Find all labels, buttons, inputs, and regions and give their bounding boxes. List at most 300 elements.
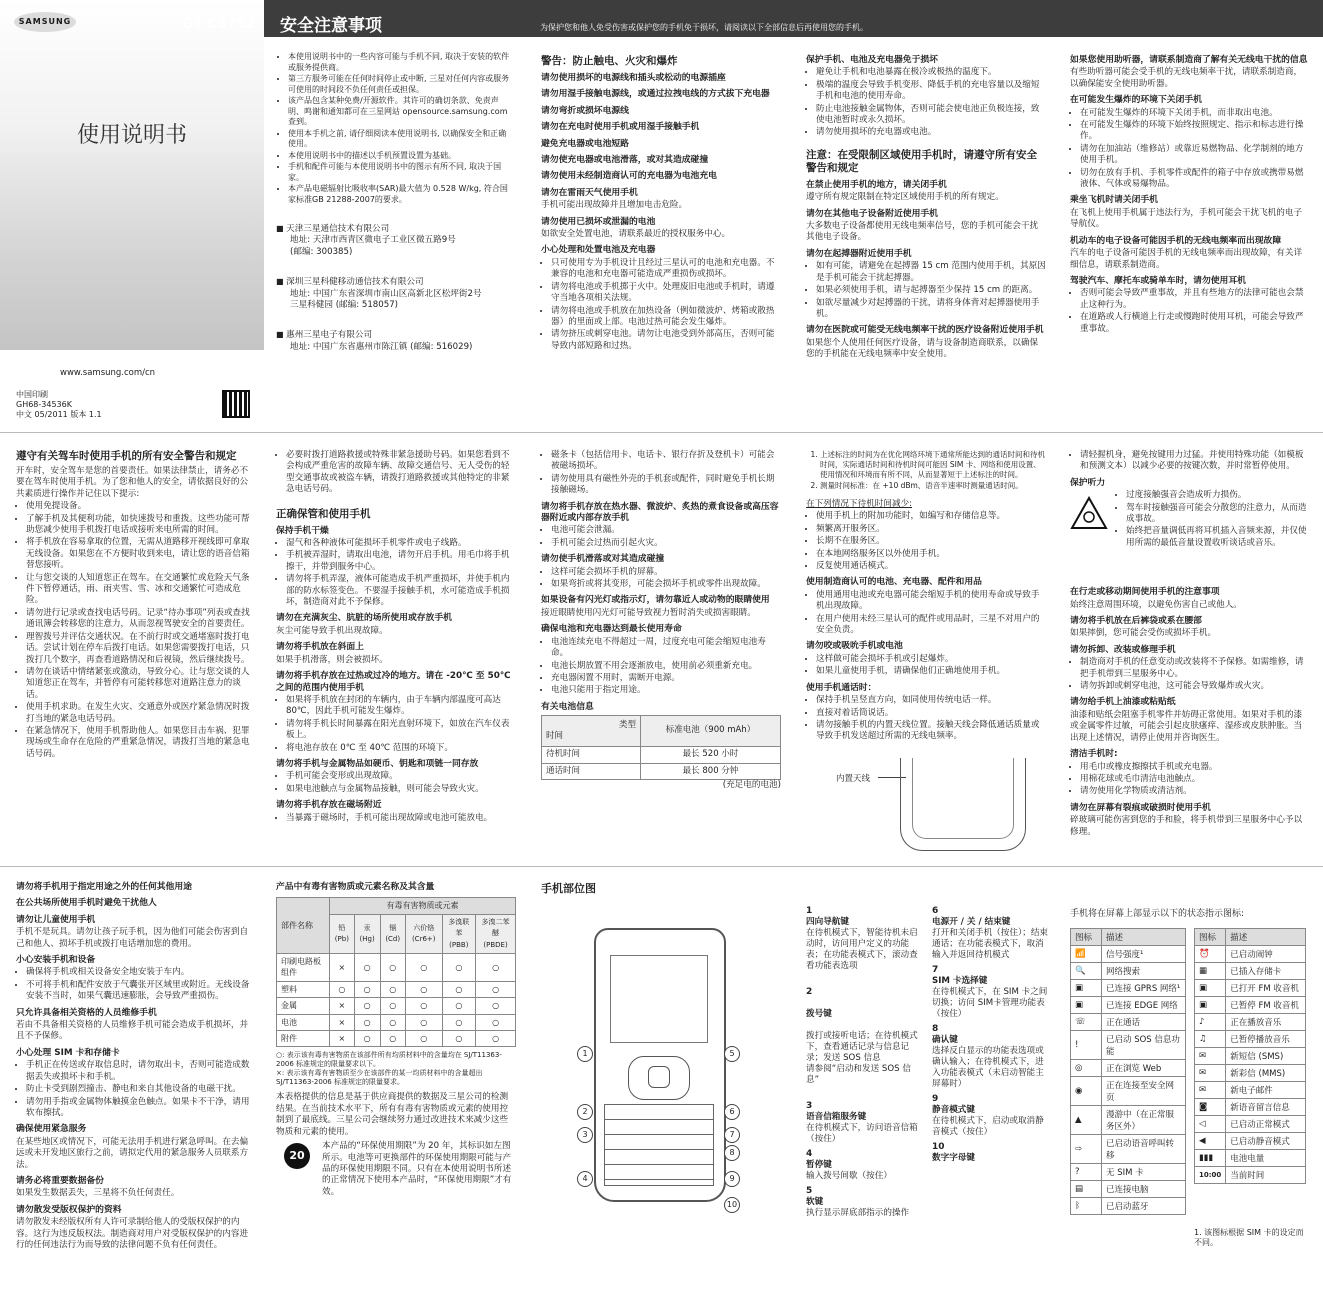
cover-panel [0,0,264,350]
paragraph: 始终注意周围环境，以避免伤害自己或他人。 [1070,599,1242,610]
list-item: • 确保将手机或相关设备安全地安装于车内。 [26,967,252,978]
list-item: • 避免让手机和电池暴露在极冷或极热的温度下。 [816,67,1046,78]
list-item: • 手机和配件可能与本使用说明书中的图示有所不同, 取决于国家。 [288,162,514,183]
table-cell: 信号强度¹ [1102,946,1186,963]
table-row [542,747,781,763]
callout-4: 4 [577,1171,593,1187]
list-item: • 请勿接触手机的内置天线位置。接触天线会降低通话质量或导致手机发送超过所需的无线电频率。 [816,720,1046,743]
table-header-cell: 镉 (Cd) [380,914,405,953]
driving-column [16,450,252,761]
section-title: 正确保管和使用手机 [276,507,371,520]
list-item: • 本使用说明书中的描述以手机预置设置为基础。 [288,151,514,162]
callout-6: 6 [724,1104,740,1120]
list-item: • 该产品包含某种免费/开源软件。其许可的确切条款、免责声明、鸣谢和通知都可在三星网站 opensource.samsung.com 查到。 [288,96,514,128]
heading: 请勿拆卸、改装或修理手机 [1070,644,1176,655]
table-header-cell [542,716,641,747]
table-cell: 正在浏览 Web [1102,1060,1186,1077]
paragraph: 遵守所有规定限制在特定区域使用手机的所有规定。 [806,192,1004,203]
key-item [806,1149,918,1182]
usage-column [16,882,252,1252]
heading: 请勿咬或吸吮手机或电池 [806,641,903,652]
table-row [1071,1014,1186,1031]
table-row [1195,980,1306,997]
normal-mode-icon: ◁ [1195,1116,1226,1133]
call-icon: ☏ [1071,1014,1102,1031]
table-row [1195,1082,1306,1099]
table-cell: ○ [405,998,442,1014]
list-item: • 磁条卡（包括信用卡、电话卡、银行存折及登机卡）可能会被磁场损坏。 [551,450,781,473]
callout-7: 7 [724,1127,740,1143]
eco-block [276,1141,516,1198]
table-row [1195,1065,1306,1082]
table-row [1195,1133,1306,1150]
list-item: • 否则可能会导致严重事故，并且有些地方的法律可能也会禁止这种行为。 [1080,288,1310,311]
list-item: • 让与您交谈的人知道您正在驾车。在交通繁忙或危险天气条件下暂停通话，雨、雨夹雪、雪、冰和交通繁忙可造成危险。 [26,573,252,607]
hearing-aid-column [1070,55,1310,336]
antenna-area-illustration [912,758,1014,839]
table-row [1195,1099,1306,1116]
table-cell: 当前时间 [1226,1167,1306,1184]
heading: 请务必将重要数据备份 [16,1175,104,1186]
table-row [277,898,516,914]
list-item: • 在紧急情况下，使用手机帮助他人。如果您目击车祸、犯罪现场或生命存在危险的严重紧急情况，请拨打当地的紧急电话号码。 [26,726,252,760]
table-note: (充足电的电池) [722,779,781,790]
row-divider [0,866,1323,867]
company-name: ■ 深圳三星科健移动通信技术有限公司 [276,277,424,288]
table-header-cell: 六价铬 (Cr6+) [405,914,442,953]
table-cell: ○ [380,1031,405,1047]
table-cell: ○ [442,998,476,1014]
heading: 保持手机干燥 [276,525,329,536]
list-item: • 如欲尽量减少对起搏器的干扰，请将身体背对起搏器使用手机。 [816,298,1046,321]
warning-triangle-icon [1070,496,1108,530]
paragraph: 开车时，安全驾车是您的首要责任。如果法律禁止，请务必不要在驾车时使用手机。为了您和他人的安全，请依据良好的公共素质进行操作并记住以下提示: [16,466,249,499]
hazard-table [276,897,516,1047]
heading: 有关电池信息 [541,701,594,712]
table-cell: ○ [380,981,405,997]
network-search-icon: 🔍 [1071,963,1102,980]
list-item: • 始终把音量调低再将耳机插入音频来源，并仅使用所需的最低音量设置收听谈话或音乐。 [1126,526,1314,549]
row-divider [0,432,1323,433]
list-item: • 如有可能，请避免在起搏器 15 cm 范围内使用手机，其原因是手机可能会干扰起搏器。 [816,261,1046,284]
bullet-list [1070,450,1310,473]
memory-card-icon: ▦ [1195,963,1226,980]
heading: 在禁止使用手机的地方，请关闭手机 [806,179,947,190]
table-row [1195,929,1306,946]
table-row [1071,963,1186,980]
company-zip: 三星科健园 (邮编: 518057) [290,300,399,311]
list-item: • 理智拨号并评估交通状况。在不前行时或交通堵塞时拨打电话。尝试计划在停车后拨打电话。如果您需要拨打电话，只拨打几个数字，再查看道路情况和后视镜，然后继续拨号。 [26,632,252,666]
list-item: • 使用手机上的附加功能时，如编写和存储信息等。 [816,511,1046,522]
heading: 请勿将手机存放在过热或过冷的地方。请在 -20℃ 至 50℃ 之间的范围内使用手机 [276,671,511,693]
list-item: • 湿气和各种液体可能损坏手机零件或电子线路。 [286,538,516,549]
list-item: • 保持手机呈竖直方向，如同使用传统电话一样。 [816,695,1046,706]
key-number: 9 [932,1094,939,1104]
list-item: • 用毛巾或橡皮擦擦拭手机或充电器。 [1080,762,1310,773]
silent-mode-icon: ◀ [1195,1133,1226,1150]
pc-icon: ▤ [1071,1181,1102,1198]
table-cell: ○ [476,954,516,982]
paragraph: 在某些地区或情况下，可能无法用手机进行紧急呼叫。在去偏远或未开发地区旅行之前，请拟定代用的紧急服务人员联系方法。 [16,1136,249,1170]
paragraph: 手机不是玩具。请勿让孩子玩手机，因为他们可能会伤害到自己和他人、损坏手机或拨打电话增加您的费用。 [16,927,249,949]
footnote: ○: 表示该有毒有害物质在该部件所有均质材料中的含量均在 SJ/T11363-2006 标准规定的限量要求以下。 [276,1051,502,1069]
bullet-list [16,967,252,1002]
footnote-list [806,450,1046,491]
heading: 保护手机、电池及充电器免于损坏 [806,55,938,65]
list-item: • 手机正在传送或存取信息时，请勿取出卡，否则可能造成数据丢失或损坏卡和手机。 [26,1060,252,1083]
paragraph: 若由不具备相关资格的人员维修手机可能会造成手机损坏，并且不予保修。 [16,1020,249,1042]
table-header-cell: 多溴联苯 (PBB) [442,914,476,953]
table-header-cell: 铅 (Pb) [330,914,355,953]
bullet-list [276,771,516,795]
company-name-text: 深圳三星科健移动通信技术有限公司 [286,277,424,288]
bullet-list [806,654,1046,678]
bullet-list [1070,108,1310,191]
table-cell: × [330,954,355,982]
table-cell: ○ [354,981,380,997]
paragraph: 如果手机滑落，则会被损坏。 [276,654,388,665]
restricted-column [806,55,1046,362]
key-title: 四向导航键 [806,917,849,927]
clock-icon: 10:00 [1195,1167,1226,1184]
key-number: 7 [932,965,939,975]
heading: 请勿在起搏器附近使用手机 [806,248,912,259]
paragraph: 大多数电子设备都使用无线电频率信号，您的手机可能会干扰其他电子设备。 [806,221,1039,243]
table-cell: 已暂停 FM 收音机 [1226,997,1306,1014]
heading: 请勿使充电器或电池滑落，或对其造成碰撞 [541,155,709,166]
list-item: • 制造商对手机的任意变动或改装将不予保修。如需维修，请把手机带到三星服务中心。 [1080,657,1310,680]
table-row [1071,980,1186,997]
heading: 请勿将手机与金属物品如硬币、钥匙和项链一同存放 [276,758,479,769]
bullet-list [806,590,1046,637]
heading: 请勿将手机用于指定用途之外的任何其他用途 [16,882,192,892]
company-name-text: 惠州三星电子有限公司 [286,330,373,341]
samsung-logo: SAMSUNG [14,12,76,32]
heading: 如果设备有闪光灯或指示灯，请勿靠近人或动物的眼睛使用 [541,595,770,606]
table-cell: 已启动蓝牙 [1102,1198,1186,1215]
secure-web-icon: ◉ [1071,1077,1102,1106]
bullet-list [1070,288,1310,335]
battery-table [541,715,781,780]
heading: 请勿使用损坏的电源线和插头或松动的电源插座 [541,73,726,83]
list-item: • 请勿用手指或金属物体触摸金色触点。如果卡不干净，请用软布擦拭。 [26,1097,252,1120]
heading: 使用制造商认可的电池、充电器、配件和用品 [806,577,982,588]
mms-icon: ✉ [1195,1065,1226,1082]
table-header-cell: 标准电池（900 mAh） [641,716,781,747]
heading: 请勿让儿童使用手机 [16,914,96,925]
callout-2: 2 [577,1104,593,1120]
warning-column [541,55,781,353]
footnote: ×: 表示该有毒有害物质至少在该部件的某一均质材料中的含量超出 SJ/T11363-2006 标准规定的限量要求。 [276,1069,483,1087]
list-item: • 电池连续充电不得超过一周，过度充电可能会缩短电池寿命。 [551,637,781,660]
key-desc: 在待机模式下，在 SIM 卡之间切换；访问 SIM卡管理功能表（按住） [932,987,1048,1019]
heading: 请勿在雷雨天气使用手机 [541,187,638,198]
key-item [932,1094,1050,1138]
icon-table-left [1070,928,1186,1215]
list-item: 1. 上述标注的时间为在优化网络环境下通常所能达到的通话时间和待机时间，实际通话时间和待机时间可能因 SIM 卡、网络和使用设置、使用情况和环境而有所不同，从而显著短于上述标注的时间。 [820,450,1046,480]
music-play-icon: ♪ [1195,1014,1226,1031]
table-cell: 正在通话 [1102,1014,1186,1031]
heading: 如果您使用助听器，请联系制造商了解有关无线电干扰的信息 [1070,55,1308,65]
table-cell: 待机时间 [542,747,641,763]
paragraph: 碎玻璃可能伤害到您的手和脸，将手机带到三星服务中心予以修理。 [1070,815,1303,837]
table-cell: 金属 [277,998,330,1014]
table-cell: 最长 800 分钟 [641,763,781,779]
table-cell: × [330,998,355,1014]
key-number: 10 [932,1142,945,1152]
heading: 小心安装手机和设备 [16,955,96,966]
table-cell: ○ [476,981,516,997]
list-item: • 充电器闲置不用时，需断开电源。 [551,673,781,684]
table-row [277,954,516,982]
signal-icon: 📶 [1071,946,1102,963]
table-row [277,998,516,1014]
bullet-list [276,538,516,608]
callout-10: 10 [724,1197,740,1213]
list-item: • 切勿在放有手机、手机零件或配件的箱子中存放或携带易燃液体、气体或易爆物品。 [1080,168,1310,191]
heading: 请勿使用未经制造商认可的充电器为电池充电 [541,171,717,182]
website: www.samsung.com/cn [60,368,156,378]
header-time: 时间 [546,731,564,742]
table-row [277,1031,516,1047]
key-descriptions-left [806,906,918,1219]
list-item: • 使用本手机之前, 请仔细阅读本使用说明书, 以确保安全和正确使用。 [288,129,514,150]
list-item: • 在用户使用未经三星认可的配件或用品时，三星不对用户的安全负责。 [816,614,1046,637]
bullet-list [1070,762,1310,798]
table-cell: ○ [380,954,405,982]
list-item: • 请勿使用化学物质或清洁剂。 [1080,786,1310,797]
paragraph: 如果您个人使用任何医疗设备，请与设备制造商联系，以确保您的手机能在无线电频率中安全使用。 [806,337,1039,360]
battery-column [541,450,781,791]
heading: 请勿在其他电子设备附近使用手机 [806,208,938,219]
bullet-list [541,525,781,549]
bluetooth-icon: ᛒ [1071,1198,1102,1215]
callout-5: 5 [724,1046,740,1062]
heading: 在行走或移动期间使用手机的注意事项 [1070,587,1220,598]
paragraph: 汽车的电子设备可能因手机的无线电频率而出现故障，有关详细信息，请联系制造商。 [1070,248,1303,270]
section-title: 警告：防止触电、火灾和爆炸 [541,55,678,67]
table-cell: 电池电量 [1226,1150,1306,1167]
paragraph: 如欲安全处置电池，请联系最近的授权服务中心。 [541,229,731,240]
cover-title: 使用说明书 [76,123,187,148]
list-item: • 频繁离开服务区。 [816,524,1046,535]
heading: 请勿散发受版权保护的资料 [16,1204,122,1215]
table-cell: ○ [405,1014,442,1030]
table-cell: × [330,1031,355,1047]
voicemail-icon: ◙ [1195,1099,1226,1116]
paragraph: 本产品的“环保使用期限”为 20 年，其标识如左图所示。电池等可更换部件的环保使用期限可能与产品的环保使用期限不同。只有在本使用说明书所述的正常情况下使用本产品时，“环保使用期限”才有效。 [322,1141,512,1197]
print-line: 中国印刷 [16,390,48,399]
table-cell: 已插入存储卡 [1226,963,1306,980]
paragraph: 有些助听器可能会受手机的无线电频率干扰，请联系制造商，以确保能安全使用助听器。 [1070,67,1303,89]
list-item: • 这样可能会损坏手机的屏幕。 [551,567,781,578]
web-icon: ◎ [1071,1060,1102,1077]
fm-radio-icon: ▣ [1195,980,1226,997]
key-title: 数字字母键 [932,1153,975,1163]
table-header-cell: 有毒有害物质或元素 [330,898,516,914]
company-item [276,223,514,258]
table-cell: ○ [380,1014,405,1030]
table-cell: ○ [405,981,442,997]
music-pause-icon: ♫ [1195,1031,1226,1048]
keypad-illustration [604,1104,714,1186]
bullet-list [806,67,1046,138]
table-cell: 电池 [277,1014,330,1030]
list-item: • 用棉花球或毛巾清洁电池触点。 [1080,774,1310,785]
table-cell: ○ [354,1031,380,1047]
list-item: • 请勿将电池或手机掷于火中。处理废旧电池或手机时，请遵守当地各项相关法规。 [551,282,781,305]
callout-9: 9 [724,1171,740,1187]
table-row [1071,1198,1186,1215]
heading: 在下列情况下待机时间减少: [806,499,913,509]
heading: 请勿用湿手接触电源线，或通过拉拽电线的方式拔下充电器 [541,89,770,100]
table-cell: ○ [354,1014,380,1030]
header-type: 类型 [618,719,636,730]
list-item: • 在可能发生爆炸的环境下关闭手机，而非取出电池。 [1080,108,1310,119]
paragraph: 如果发生数据丢失，三星将不负任何责任。 [16,1188,180,1199]
list-item: • 防止电池接触金属物体，否则可能会使电池正负极连接，致使电池暂时或永久损坏。 [816,104,1046,127]
no-sim-icon: ? [1071,1164,1102,1181]
table-cell: 已启动静音模式 [1226,1133,1306,1150]
table-row [1071,929,1186,946]
list-item: • 请勿将手机弄湿，液体可能造成手机严重损坏，并使手机内部的防水标签变色。不要湿手接触手机，水可能造成手机损坏，制造商对此不予保修。 [286,574,516,608]
list-item: • 如果将手机放在封闭的车辆内，由于车辆内部温度可高达 80℃，因此手机可能发生爆炸。 [286,695,516,718]
notes-column [276,52,514,353]
list-item: • 必要时拨打道路救援或特殊非紧急援助号码。如果您看到不会构成严重危害的故障车辆、故障交通信号、无人受伤的轻型交通事故或被盗车辆，请拨打道路救援或其他特定的非紧急电话号码。 [286,450,516,496]
list-item: • 过度接触强音会造成听力损伤。 [1126,490,1314,501]
alarm-icon: ⏰ [1195,946,1226,963]
hearing-column [1070,450,1310,839]
table-cell: 附件 [277,1031,330,1047]
table-row [1071,1181,1186,1198]
heading: 请勿将手机存放在热水器、微波炉、炙热的煮食设备或高压容器附近或内部存放手机 [541,501,779,524]
table-row [277,1014,516,1030]
company-item [276,276,514,311]
heading: 请勿在医院或可能受无线电频率干扰的医疗设备附近使用手机 [806,325,1044,336]
key-descriptions-right [932,906,1050,1164]
table-header-cell: 图标 [1195,929,1226,946]
list-item: • 在可能发生爆炸的环境下始终按照规定、指示和标志进行操作。 [1080,120,1310,143]
table-cell: 正在播放音乐 [1226,1014,1306,1031]
table-cell: 已连接电脑 [1102,1181,1186,1198]
heading: 请勿给手机上油漆或粘贴纸 [1070,697,1176,708]
list-item: • 将手机放在容易拿取的位置，无需从道路移开视线即可拿取无线设备。如果您在不方便时收到来电，请让您的语音信箱替您接听。 [26,537,252,571]
table-row [1071,1060,1186,1077]
key-desc: 输入拨号间歇（按住） [806,1171,892,1181]
heading: 保护听力 [1070,477,1106,488]
paragraph: 如果摔倒，您可能会受伤或损坏手机。 [1070,628,1217,639]
heading: 请勿将手机放在后裤袋或系在腰部 [1070,616,1202,627]
sos-icon: ! [1071,1031,1102,1060]
table-header-cell: 汞 (Hg) [354,914,380,953]
paragraph: 在飞机上使用手机属于违法行为，手机可能会干扰飞机的电子导航仪。 [1070,207,1303,230]
bullet-list [541,567,781,591]
table-row [1071,1031,1186,1060]
table-cell: ○ [330,981,355,997]
table-cell: 最长 520 小时 [641,747,781,763]
list-item: • 本产品电磁辐射比吸收率(SAR)最大值为 0.528 W/kg, 符合国家标准GB 21288-2007的要求。 [288,184,514,205]
heading: 请勿使用已损坏或泄漏的电池 [541,216,656,227]
key-title: 确认键 [932,1035,958,1045]
table-row [1071,1135,1186,1164]
table-row [1195,946,1306,963]
heading: 在公共场所使用手机时避免干扰他人 [16,898,157,909]
key-number: 2 [806,987,813,997]
phone-screen [610,955,708,1043]
list-item: • 请勿在谈话中情绪紧张或激动，导致分心。让与您交谈的人知道您正在驾车，并暂停有可能转移您对道路注意力的谈话。 [26,667,252,701]
heading: 产品中有毒有害物质或元素名称及其含量 [276,882,435,892]
list-item: • 电池只能用于指定用途。 [551,685,781,696]
table-cell: 已连接 GPRS 网络¹ [1102,980,1186,997]
list-item: • 请勿使用具有磁性外壳的手机套或配件，同时避免手机长期接触磁场。 [551,474,781,497]
list-item: • 如果电池触点与金属物品接触，则可能会导致火灾。 [286,784,516,795]
table-cell: 新语音留言信息 [1226,1099,1306,1116]
paragraph: 本表格提供的信息是基于供应商提供的数据及三星公司的检测结果。在当前技术水平下，所有有毒有害物质或元素的使用控制到了最底线。三星公司会继续努力通过改进技术来减少这些物质和元素的使用。 [276,1092,509,1137]
list-item: • 请勿将手机长时间暴露在阳光直射环境下，如放在汽车仪表板上。 [286,719,516,742]
list-item: • 极端的温度会导致手机变形、降低手机的充电容量以及缩短手机和电池的使用寿命。 [816,80,1046,103]
table-cell: 通话时间 [542,763,641,779]
heading: 请勿在充满灰尘、肮脏的场所使用或存放手机 [276,613,452,624]
heading: 确保电池和充电器达到最长使用寿命 [541,624,682,635]
list-item: • 电池可能会泄漏。 [551,525,781,536]
table-cell: ○ [442,1031,476,1047]
care-column [276,450,516,825]
paragraph: 灰尘可能导致手机出现故障。 [276,625,388,636]
table-row [1195,1167,1306,1184]
list-item: • 电池长期放置不用会逐渐放电，使用前必须重新充电。 [551,661,781,672]
list-item: • 使用手机求助。在发生火灾、交通意外或医疗紧急情况时拨打当地的紧急电话号码。 [26,702,252,725]
key-number: 1 [806,906,813,916]
key-title: 语音信箱服务键 [806,1112,867,1122]
bullet-list [806,261,1046,320]
company-name-text: 天津三星通信技术有限公司 [286,224,390,234]
eco-period-icon: 20 [284,1143,310,1169]
table-row [1071,1077,1186,1106]
key-item [806,1186,918,1219]
bullet-list [541,258,781,352]
heading: 请勿在充电时使用手机或用湿手接触手机 [541,122,700,133]
bullet-list [16,1060,252,1119]
heading: 乘坐飞机时请关闭手机 [1070,195,1158,206]
company-address: 地址: 中国广东省深圳市南山区高新北区松坪街2号 [290,288,482,299]
company-address: 地址: 天津市西青区微电子工业区微五路9号 [290,235,456,246]
heading: 只允许具备相关资格的人员维修手机 [16,1007,157,1018]
heading: 请勿在屏幕有裂痕或破损时使用手机 [1070,802,1211,813]
key-item [806,1101,918,1145]
print-line: GH68-34536K [16,400,72,409]
key-item [806,906,918,972]
icon-table-right [1194,928,1306,1184]
table-row [277,981,516,997]
model-number: GT-C3752 [182,16,256,32]
table-row [1195,1048,1306,1065]
paragraph: 油漆和贴纸会阻塞手机零件并妨碍正常使用。如果对手机的漆或金属零件过敏，可能会引起皮肤瘙痒、湿疹或皮肤肿胀。当出现上述情况，请停止使用并咨询医生。 [1070,709,1303,743]
company-name: ■ 惠州三星电子有限公司 [276,330,373,341]
table-header-cell: 部件名称 [277,898,330,954]
key-title: 电源开 / 关 / 结束键 [932,917,1011,927]
bullet-list [1116,490,1314,550]
list-item: • 手机可能会过热而引起火灾。 [551,538,781,549]
key-title: SIM 卡选择键 [932,976,988,986]
key-desc: 在待机模式下，智能待机未启动时，访问用户定义的功能表；在功能表模式下，滚动查看功能表选项 [806,928,918,971]
paragraph: 手机可能出现故障并且增加电击危险。 [541,200,688,211]
table-row [1195,963,1306,980]
list-item: • 将电池存放在 0℃ 至 40℃ 范围的环境下。 [286,743,516,754]
heading: 避免充电器或电池短路 [541,138,629,149]
list-item: • 请勿将电池或手机放在加热设备（例如微波炉、烤箱或散热器）的里面或上部。电池过热可能会发生爆炸。 [551,306,781,329]
table-cell: ○ [442,1014,476,1030]
key-desc: 在待机模式下，启动或取消静音模式（按住） [932,1116,1044,1137]
